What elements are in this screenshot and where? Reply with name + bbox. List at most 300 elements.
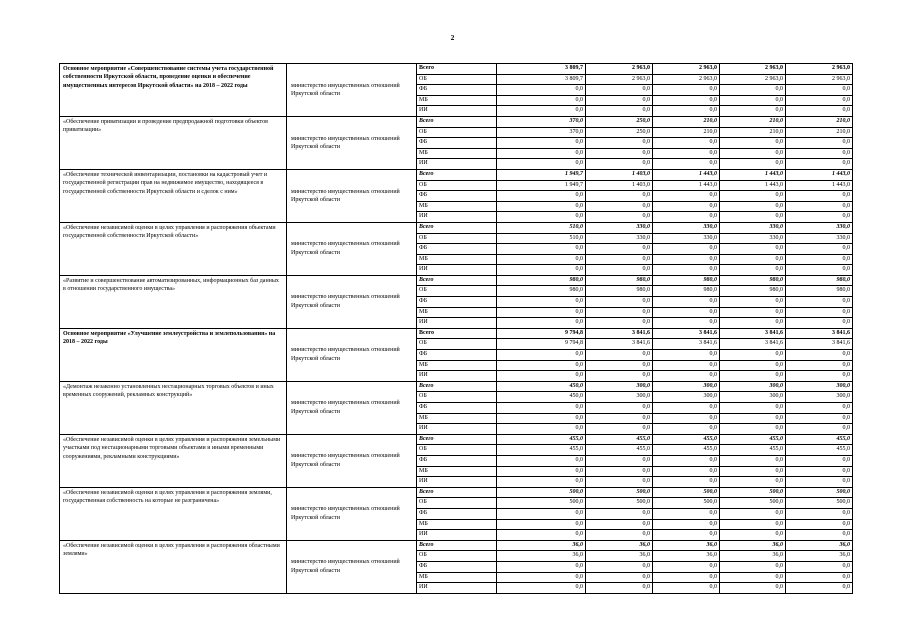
amount-cell: 1 443,0: [786, 169, 853, 180]
amount-cell: 455,0: [586, 434, 653, 445]
amount-cell: 300,0: [720, 392, 786, 403]
amount-cell: 0,0: [720, 138, 786, 149]
activity-description: «Обеспечение приватизации и проведение предпродажной подготовки объектов приватизации»: [60, 116, 287, 169]
amount-cell: 510,0: [497, 222, 586, 233]
amount-cell: 1 443,0: [653, 169, 720, 180]
amount-cell: 0,0: [653, 148, 720, 159]
amount-cell: 3 841,6: [786, 328, 853, 339]
responsible-executor: министерство имущественных отношений Иркутской области: [287, 169, 417, 222]
amount-cell: 980,0: [720, 286, 786, 297]
amount-cell: 250,0: [586, 116, 653, 127]
responsible-executor: министерство имущественных отношений Иркутской области: [287, 328, 417, 381]
amount-cell: 300,0: [720, 381, 786, 392]
funding-source: ФБ: [417, 455, 497, 466]
amount-cell: 0,0: [586, 212, 653, 223]
activity-description: «Обеспечение независимой оценки в целях управления и распоряжения землями, государственная собственность на которые не разграничена»: [60, 487, 287, 540]
amount-cell: 0,0: [720, 424, 786, 435]
amount-cell: 210,0: [720, 116, 786, 127]
amount-cell: 0,0: [786, 455, 853, 466]
amount-cell: 455,0: [497, 445, 586, 456]
amount-cell: 0,0: [586, 360, 653, 371]
amount-cell: 0,0: [497, 424, 586, 435]
funding-source: ФБ: [417, 85, 497, 96]
amount-cell: 0,0: [786, 148, 853, 159]
amount-cell: 0,0: [497, 350, 586, 361]
amount-cell: 2 963,0: [586, 64, 653, 75]
activity-description: «Развитие и совершенствование автоматизированных, информационных баз данных в отношении государственного имущества»: [60, 275, 287, 328]
table-row: [60, 381, 853, 392]
funding-source: ИИ: [417, 159, 497, 170]
amount-cell: 0,0: [720, 466, 786, 477]
amount-cell: 0,0: [586, 265, 653, 276]
amount-cell: 0,0: [720, 519, 786, 530]
funding-source: Всего: [417, 540, 497, 551]
funding-source: ИИ: [417, 371, 497, 382]
amount-cell: 0,0: [653, 583, 720, 594]
amount-cell: 0,0: [497, 297, 586, 308]
amount-cell: 210,0: [653, 116, 720, 127]
amount-cell: 455,0: [586, 445, 653, 456]
amount-cell: 0,0: [586, 244, 653, 255]
amount-cell: 0,0: [586, 148, 653, 159]
amount-cell: 450,0: [497, 392, 586, 403]
amount-cell: 0,0: [586, 138, 653, 149]
amount-cell: 0,0: [653, 265, 720, 276]
financing-table: [59, 63, 853, 594]
funding-source: Всего: [417, 169, 497, 180]
amount-cell: 0,0: [786, 477, 853, 488]
amount-cell: 0,0: [786, 519, 853, 530]
amount-cell: 0,0: [720, 403, 786, 414]
amount-cell: 0,0: [586, 201, 653, 212]
table-row: [60, 328, 853, 339]
amount-cell: 455,0: [786, 434, 853, 445]
amount-cell: 0,0: [653, 466, 720, 477]
amount-cell: 300,0: [653, 381, 720, 392]
amount-cell: 9 794,8: [497, 339, 586, 350]
amount-cell: 0,0: [653, 138, 720, 149]
amount-cell: 330,0: [586, 233, 653, 244]
amount-cell: 0,0: [653, 572, 720, 583]
funding-source: ОБ: [417, 339, 497, 350]
amount-cell: 0,0: [786, 95, 853, 106]
amount-cell: 0,0: [586, 519, 653, 530]
amount-cell: 3 841,6: [586, 339, 653, 350]
amount-cell: 0,0: [786, 530, 853, 541]
amount-cell: 36,0: [720, 540, 786, 551]
responsible-executor: министерство имущественных отношений Иркутской области: [287, 381, 417, 434]
amount-cell: 455,0: [653, 434, 720, 445]
amount-cell: 0,0: [786, 201, 853, 212]
amount-cell: 2 963,0: [786, 64, 853, 75]
amount-cell: 300,0: [653, 392, 720, 403]
amount-cell: 455,0: [720, 445, 786, 456]
amount-cell: 370,0: [497, 116, 586, 127]
amount-cell: 0,0: [653, 159, 720, 170]
amount-cell: 3 841,6: [720, 328, 786, 339]
amount-cell: 0,0: [586, 561, 653, 572]
amount-cell: 250,0: [586, 127, 653, 138]
amount-cell: 500,0: [653, 498, 720, 509]
amount-cell: 0,0: [653, 519, 720, 530]
funding-source: ФБ: [417, 191, 497, 202]
amount-cell: 36,0: [586, 540, 653, 551]
amount-cell: 3 809,7: [497, 74, 586, 85]
amount-cell: 500,0: [720, 498, 786, 509]
amount-cell: 0,0: [653, 561, 720, 572]
amount-cell: 0,0: [786, 403, 853, 414]
activity-description: «Обеспечение независимой оценки в целях управления и распоряжения земельными участками под нестационарными торговыми объектами и иными временными сооружениями, рекламными конструкциями»: [60, 434, 287, 487]
amount-cell: 0,0: [653, 95, 720, 106]
funding-source: Всего: [417, 328, 497, 339]
amount-cell: 36,0: [653, 540, 720, 551]
amount-cell: 0,0: [786, 318, 853, 329]
amount-cell: 0,0: [786, 159, 853, 170]
amount-cell: 36,0: [586, 551, 653, 562]
amount-cell: 36,0: [653, 551, 720, 562]
amount-cell: 0,0: [586, 508, 653, 519]
table-row: [60, 434, 853, 445]
activity-description: Основное мероприятие «Совершенствование системы учета государственной собственности Иркутской области, проведение оценки и обеспечение имущественных интересов Иркутской области» на 2018 – 2022 годы: [60, 64, 287, 117]
amount-cell: 0,0: [720, 265, 786, 276]
responsible-executor: министерство имущественных отношений Иркутской области: [287, 540, 417, 593]
amount-cell: 0,0: [653, 508, 720, 519]
amount-cell: 3 841,6: [653, 328, 720, 339]
amount-cell: 0,0: [720, 413, 786, 424]
amount-cell: 0,0: [497, 477, 586, 488]
amount-cell: 0,0: [497, 583, 586, 594]
funding-source: МБ: [417, 519, 497, 530]
amount-cell: 0,0: [586, 403, 653, 414]
amount-cell: 0,0: [497, 572, 586, 583]
amount-cell: 0,0: [720, 95, 786, 106]
amount-cell: 0,0: [786, 572, 853, 583]
amount-cell: 0,0: [497, 212, 586, 223]
amount-cell: 0,0: [586, 191, 653, 202]
funding-source: ОБ: [417, 127, 497, 138]
amount-cell: 0,0: [653, 307, 720, 318]
amount-cell: 0,0: [720, 244, 786, 255]
funding-source: МБ: [417, 254, 497, 265]
funding-source: ИИ: [417, 530, 497, 541]
amount-cell: 330,0: [653, 233, 720, 244]
amount-cell: 0,0: [497, 201, 586, 212]
amount-cell: 0,0: [720, 307, 786, 318]
funding-source: ИИ: [417, 477, 497, 488]
amount-cell: 0,0: [497, 265, 586, 276]
amount-cell: 500,0: [786, 498, 853, 509]
amount-cell: 0,0: [786, 424, 853, 435]
amount-cell: 500,0: [720, 487, 786, 498]
amount-cell: 980,0: [586, 286, 653, 297]
amount-cell: 0,0: [586, 466, 653, 477]
amount-cell: 0,0: [497, 508, 586, 519]
amount-cell: 0,0: [586, 583, 653, 594]
amount-cell: 0,0: [586, 254, 653, 265]
funding-source: Всего: [417, 222, 497, 233]
amount-cell: 0,0: [786, 265, 853, 276]
amount-cell: 0,0: [653, 106, 720, 117]
amount-cell: 0,0: [720, 530, 786, 541]
amount-cell: 0,0: [786, 413, 853, 424]
amount-cell: 0,0: [720, 201, 786, 212]
funding-source: ОБ: [417, 445, 497, 456]
amount-cell: 36,0: [497, 540, 586, 551]
amount-cell: 0,0: [786, 212, 853, 223]
amount-cell: 300,0: [786, 392, 853, 403]
amount-cell: 500,0: [586, 487, 653, 498]
amount-cell: 0,0: [497, 106, 586, 117]
amount-cell: 0,0: [586, 371, 653, 382]
activity-description: «Обеспечение независимой оценки в целях управления и распоряжения областными землями»: [60, 540, 287, 593]
amount-cell: 0,0: [786, 244, 853, 255]
amount-cell: 0,0: [497, 254, 586, 265]
amount-cell: 210,0: [653, 127, 720, 138]
responsible-executor: министерство имущественных отношений Иркутской области: [287, 116, 417, 169]
amount-cell: 0,0: [586, 307, 653, 318]
amount-cell: 0,0: [653, 413, 720, 424]
amount-cell: 500,0: [586, 498, 653, 509]
funding-source: Всего: [417, 116, 497, 127]
amount-cell: 0,0: [653, 254, 720, 265]
amount-cell: 330,0: [653, 222, 720, 233]
amount-cell: 0,0: [786, 307, 853, 318]
amount-cell: 0,0: [653, 85, 720, 96]
amount-cell: 980,0: [786, 286, 853, 297]
funding-source: ФБ: [417, 561, 497, 572]
amount-cell: 0,0: [786, 350, 853, 361]
funding-source: МБ: [417, 201, 497, 212]
amount-cell: 2 963,0: [786, 74, 853, 85]
amount-cell: 210,0: [720, 127, 786, 138]
funding-source: ИИ: [417, 583, 497, 594]
amount-cell: 1 949,7: [497, 180, 586, 191]
amount-cell: 0,0: [586, 318, 653, 329]
amount-cell: 0,0: [786, 466, 853, 477]
amount-cell: 0,0: [497, 371, 586, 382]
amount-cell: 0,0: [720, 212, 786, 223]
table-row: [60, 116, 853, 127]
amount-cell: 0,0: [497, 413, 586, 424]
amount-cell: 0,0: [586, 530, 653, 541]
amount-cell: 0,0: [497, 95, 586, 106]
amount-cell: 0,0: [720, 371, 786, 382]
responsible-executor: министерство имущественных отношений Иркутской области: [287, 434, 417, 487]
amount-cell: 0,0: [786, 561, 853, 572]
amount-cell: 980,0: [586, 275, 653, 286]
amount-cell: 0,0: [720, 85, 786, 96]
amount-cell: 0,0: [653, 244, 720, 255]
funding-source: МБ: [417, 360, 497, 371]
amount-cell: 0,0: [586, 424, 653, 435]
amount-cell: 0,0: [586, 95, 653, 106]
amount-cell: 0,0: [720, 106, 786, 117]
amount-cell: 2 963,0: [586, 74, 653, 85]
amount-cell: 0,0: [653, 403, 720, 414]
amount-cell: 0,0: [786, 508, 853, 519]
amount-cell: 0,0: [497, 403, 586, 414]
funding-source: ФБ: [417, 297, 497, 308]
amount-cell: 0,0: [653, 350, 720, 361]
amount-cell: 0,0: [497, 519, 586, 530]
table-row: [60, 540, 853, 551]
activity-description: «Обеспечение технической инвентаризации, постановки на кадастровый учет и государственной регистрации прав на недвижимое имущество, находящееся в государственной собственности Иркутской области и сделок с ним»: [60, 169, 287, 222]
amount-cell: 0,0: [720, 477, 786, 488]
amount-cell: 0,0: [653, 360, 720, 371]
funding-source: МБ: [417, 466, 497, 477]
amount-cell: 0,0: [786, 371, 853, 382]
amount-cell: 0,0: [653, 318, 720, 329]
amount-cell: 0,0: [720, 508, 786, 519]
amount-cell: 36,0: [720, 551, 786, 562]
amount-cell: 0,0: [720, 191, 786, 202]
amount-cell: 0,0: [720, 318, 786, 329]
funding-source: ИИ: [417, 318, 497, 329]
funding-source: ОБ: [417, 551, 497, 562]
amount-cell: 0,0: [653, 530, 720, 541]
funding-source: ФБ: [417, 403, 497, 414]
page-number: 2: [450, 33, 455, 42]
amount-cell: 210,0: [786, 116, 853, 127]
amount-cell: 980,0: [653, 286, 720, 297]
funding-source: ОБ: [417, 392, 497, 403]
amount-cell: 0,0: [653, 477, 720, 488]
funding-source: ИИ: [417, 424, 497, 435]
amount-cell: 0,0: [586, 106, 653, 117]
amount-cell: 1 443,0: [786, 180, 853, 191]
amount-cell: 330,0: [720, 233, 786, 244]
amount-cell: 455,0: [653, 445, 720, 456]
amount-cell: 300,0: [786, 381, 853, 392]
amount-cell: 36,0: [497, 551, 586, 562]
amount-cell: 980,0: [786, 275, 853, 286]
amount-cell: 0,0: [586, 297, 653, 308]
funding-source: ФБ: [417, 508, 497, 519]
amount-cell: 36,0: [786, 551, 853, 562]
table-body: [60, 64, 853, 594]
amount-cell: 3 841,6: [786, 339, 853, 350]
amount-cell: 0,0: [653, 297, 720, 308]
funding-source: ФБ: [417, 350, 497, 361]
amount-cell: 0,0: [653, 424, 720, 435]
amount-cell: 3 809,7: [497, 64, 586, 75]
amount-cell: 0,0: [720, 360, 786, 371]
amount-cell: 0,0: [720, 583, 786, 594]
amount-cell: 0,0: [497, 318, 586, 329]
amount-cell: 0,0: [497, 360, 586, 371]
amount-cell: 0,0: [720, 148, 786, 159]
funding-source: ОБ: [417, 286, 497, 297]
amount-cell: 455,0: [720, 434, 786, 445]
funding-source: ИИ: [417, 212, 497, 223]
amount-cell: 210,0: [786, 127, 853, 138]
amount-cell: 450,0: [497, 381, 586, 392]
table-row: [60, 64, 853, 75]
amount-cell: 0,0: [786, 254, 853, 265]
amount-cell: 500,0: [497, 487, 586, 498]
amount-cell: 0,0: [497, 455, 586, 466]
funding-source: Всего: [417, 434, 497, 445]
funding-source: МБ: [417, 95, 497, 106]
table-row: [60, 275, 853, 286]
amount-cell: 330,0: [786, 222, 853, 233]
amount-cell: 0,0: [586, 413, 653, 424]
funding-source: МБ: [417, 307, 497, 318]
amount-cell: 2 963,0: [653, 64, 720, 75]
amount-cell: 500,0: [653, 487, 720, 498]
amount-cell: 455,0: [786, 445, 853, 456]
amount-cell: 0,0: [497, 159, 586, 170]
funding-source: ИИ: [417, 265, 497, 276]
table-row: [60, 169, 853, 180]
amount-cell: 0,0: [720, 159, 786, 170]
amount-cell: 1 443,0: [720, 169, 786, 180]
amount-cell: 1 403,0: [586, 180, 653, 191]
amount-cell: 0,0: [586, 455, 653, 466]
amount-cell: 0,0: [586, 477, 653, 488]
amount-cell: 0,0: [586, 159, 653, 170]
amount-cell: 300,0: [586, 381, 653, 392]
amount-cell: 980,0: [720, 275, 786, 286]
amount-cell: 330,0: [786, 233, 853, 244]
amount-cell: 510,0: [497, 233, 586, 244]
amount-cell: 3 841,6: [653, 339, 720, 350]
responsible-executor: министерство имущественных отношений Иркутской области: [287, 64, 417, 117]
amount-cell: 36,0: [786, 540, 853, 551]
amount-cell: 980,0: [653, 275, 720, 286]
funding-source: ИИ: [417, 106, 497, 117]
amount-cell: 0,0: [720, 572, 786, 583]
funding-source: ФБ: [417, 138, 497, 149]
amount-cell: 980,0: [497, 275, 586, 286]
amount-cell: 0,0: [786, 297, 853, 308]
amount-cell: 0,0: [786, 191, 853, 202]
amount-cell: 0,0: [720, 455, 786, 466]
amount-cell: 0,0: [497, 148, 586, 159]
amount-cell: 1 949,7: [497, 169, 586, 180]
amount-cell: 0,0: [497, 561, 586, 572]
amount-cell: 0,0: [653, 212, 720, 223]
amount-cell: 0,0: [653, 371, 720, 382]
amount-cell: 2 963,0: [653, 74, 720, 85]
amount-cell: 1 443,0: [653, 180, 720, 191]
responsible-executor: министерство имущественных отношений Иркутской области: [287, 275, 417, 328]
responsible-executor: министерство имущественных отношений Иркутской области: [287, 222, 417, 275]
table-row: [60, 222, 853, 233]
amount-cell: 0,0: [586, 350, 653, 361]
amount-cell: 0,0: [653, 455, 720, 466]
amount-cell: 0,0: [497, 85, 586, 96]
amount-cell: 0,0: [653, 201, 720, 212]
amount-cell: 3 841,6: [586, 328, 653, 339]
amount-cell: 330,0: [720, 222, 786, 233]
funding-source: Всего: [417, 275, 497, 286]
funding-source: ОБ: [417, 498, 497, 509]
amount-cell: 300,0: [586, 392, 653, 403]
funding-source: МБ: [417, 413, 497, 424]
amount-cell: 455,0: [497, 434, 586, 445]
amount-cell: 500,0: [497, 498, 586, 509]
amount-cell: 0,0: [497, 307, 586, 318]
amount-cell: 0,0: [497, 191, 586, 202]
funding-source: ОБ: [417, 74, 497, 85]
amount-cell: 0,0: [786, 106, 853, 117]
responsible-executor: министерство имущественных отношений Иркутской области: [287, 487, 417, 540]
activity-description: «Демонтаж незаконно установленных нестационарных торговых объектов и иных временных сооружений, рекламных конструкций»: [60, 381, 287, 434]
amount-cell: 0,0: [586, 85, 653, 96]
amount-cell: 3 841,6: [720, 339, 786, 350]
amount-cell: 0,0: [786, 360, 853, 371]
